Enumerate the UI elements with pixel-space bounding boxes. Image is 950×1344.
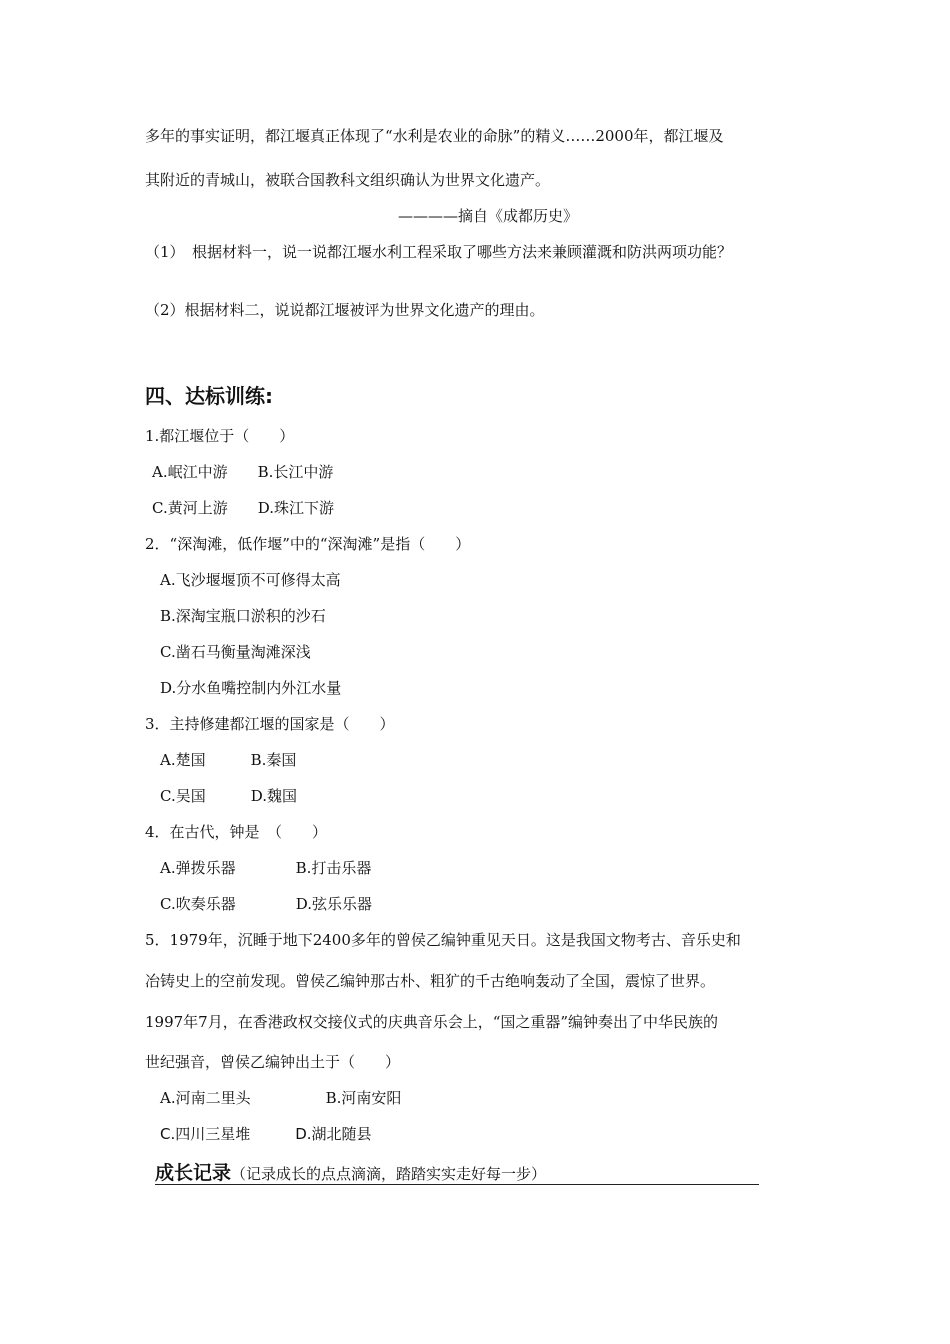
exercise-3-stem: 3．主持修建都江堰的国家是（ ） [145, 715, 395, 733]
growth-record-header [155, 1158, 759, 1185]
growth-record-title: 成长记录 [155, 1162, 232, 1184]
material-line-1: 多年的事实证明，都江堰真正体现了“水利是农业的命脉”的精义……2000年，都江堰及 [145, 127, 724, 145]
exercise-3-options-cd: C.吴国 D.魏国 [160, 787, 297, 805]
exercise-5-line-2: 冶铸史上的空前发现。曾侯乙编钟那古朴、粗犷的千古绝响轰动了全国，震惊了世界。 [145, 972, 716, 990]
exercise-1-options-ab: A.岷江中游 B.长江中游 [152, 463, 334, 481]
exercise-2-option-b: B.深淘宝瓶口淤积的沙石 [160, 607, 326, 625]
exercise-4-options-ab: A.弹拨乐器 B.打击乐器 [160, 859, 372, 877]
exercise-2-option-d: D.分水鱼嘴控制内外江水量 [160, 679, 342, 697]
exercise-5-options-cd: C.四川三星堆 D.湖北随县 [160, 1125, 372, 1143]
exercise-3-options-ab: A.楚国 B.秦国 [160, 751, 297, 769]
exercise-2-option-a: A.飞沙堰堰顶不可修得太高 [160, 571, 341, 589]
question-2: （2）根据材料二，说说都江堰被评为世界文化遗产的理由。 [145, 301, 545, 319]
section-title: 四、达标训练: [145, 384, 273, 408]
exercise-5-line-3: 1997年7月，在香港政权交接仪式的庆典音乐会上，“国之重器”编钟奏出了中华民族的 [145, 1013, 719, 1031]
exercise-1-stem: 1.都江堰位于（ ） [145, 427, 295, 445]
question-1: （1） 根据材料一，说一说都江堰水利工程采取了哪些方法来兼顾灌溉和防洪两项功能？ [145, 243, 733, 261]
growth-record-subtitle: （记录成长的点点滴滴，踏踏实实走好每一步） [231, 1165, 547, 1183]
exercise-5-line-4: 世纪强音，曾侯乙编钟出土于（ ） [145, 1053, 401, 1071]
exercise-1-options-cd: C.黄河上游 D.珠江下游 [152, 499, 334, 517]
exercise-4-options-cd: C.吹奏乐器 D.弦乐乐器 [160, 895, 372, 913]
exercise-4-stem: 4．在古代，钟是 （ ） [145, 823, 328, 841]
material-source: ————摘自《成都历史》 [398, 207, 579, 225]
material-line-2: 其附近的青城山，被联合国教科文组织确认为世界文化遗产。 [145, 171, 551, 189]
exercise-5-options-ab: A.河南二里头 B.河南安阳 [160, 1089, 402, 1107]
exercise-2-option-c: C.凿石马衡量淘滩深浅 [160, 643, 311, 661]
exercise-5-line-1: 5．1979年，沉睡于地下2400多年的曾侯乙编钟重见天日。这是我国文物考古、音乐史和 [145, 931, 741, 949]
exercise-2-stem: 2．“深淘滩，低作堰”中的“深淘滩”是指（ ） [145, 535, 471, 553]
